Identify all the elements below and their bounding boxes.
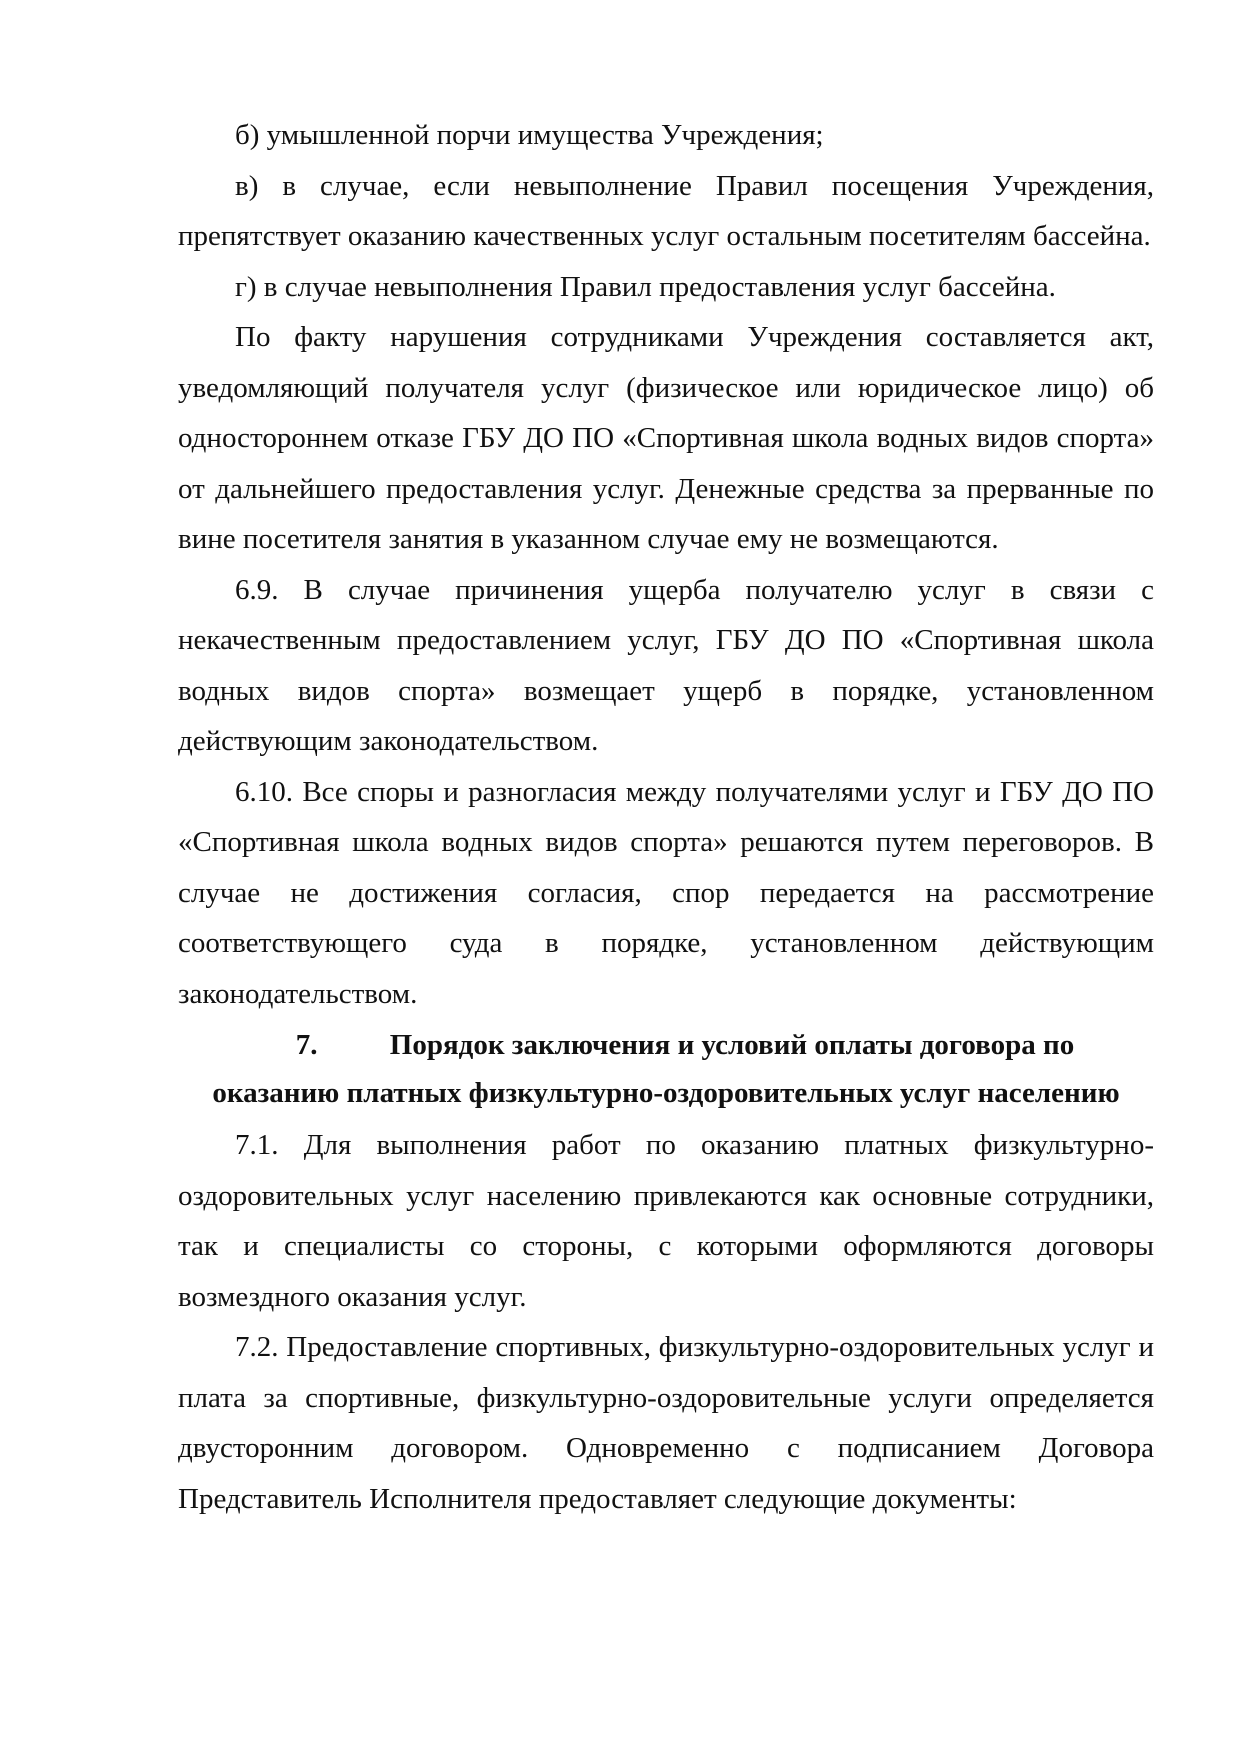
- paragraph-6-9: 6.9. В случае причинения ущерба получателю услуг в связи с некачественным предоставлением услуг, ГБУ ДО ПО «Спортивная школа водных видов спорта» возмещает ущерб в порядке, установленном действующим законодательством.: [178, 573, 1154, 757]
- document-body: [178, 110, 1154, 1524]
- paragraph-7-1: 7.1. Для выполнения работ по оказанию платных физкультурно-оздоровительных услуг населению привлекаются как основные сотрудники, так и специалисты со стороны, с которыми оформляются договоры возмездного оказания услуг.: [178, 1129, 1154, 1313]
- section-7-heading-line1: [178, 1021, 1154, 1069]
- paragraph-item-v: в) в случае, если невыполнение Правил посещения Учреждения, препятствует оказанию качественных услуг остальным посетителям бассейна.: [178, 169, 1154, 252]
- paragraph-6-10: 6.10. Все споры и разногласия между получателями услуг и ГБУ ДО ПО «Спортивная школа водных видов спорта» решаются путем переговоров. В случае не достижения согласия, спор передается на рассмотрение соответствующего суда в порядке, установленном действующим законодательством.: [178, 775, 1154, 1010]
- section-7-heading: [178, 1019, 1154, 1120]
- paragraph-violation-act: По факту нарушения сотрудниками Учреждения составляется акт, уведомляющий получателя услуг (физическое или юридическое лицо) об одностороннем отказе ГБУ ДО ПО «Спортивная школа водных видов спорта» от дальнейшего предоставления услуг. Денежные средства за прерванные по вине посетителя занятия в указанном случае ему не возмещаются.: [178, 321, 1154, 555]
- paragraph-item-g: г) в случае невыполнения Правил предоставления услуг бассейна.: [235, 270, 1056, 303]
- section-7-number: 7.: [295, 1029, 318, 1061]
- section-7-title-line2: оказанию платных физкультурно-оздоровительных услуг населению: [212, 1077, 1120, 1109]
- section-7-title-line1: Порядок заключения и условий оплаты договора по: [389, 1029, 1075, 1061]
- paragraph-item-b: б) умышленной порчи имущества Учреждения;: [235, 119, 824, 151]
- paragraph-7-2: 7.2. Предоставление спортивных, физкультурно-оздоровительных услуг и плата за спортивные, физкультурно-оздоровительные услуги определяется двусторонним договором. Одновременно с подписанием Договора Представитель Исполнителя предоставляет следующие документы:: [178, 1331, 1154, 1515]
